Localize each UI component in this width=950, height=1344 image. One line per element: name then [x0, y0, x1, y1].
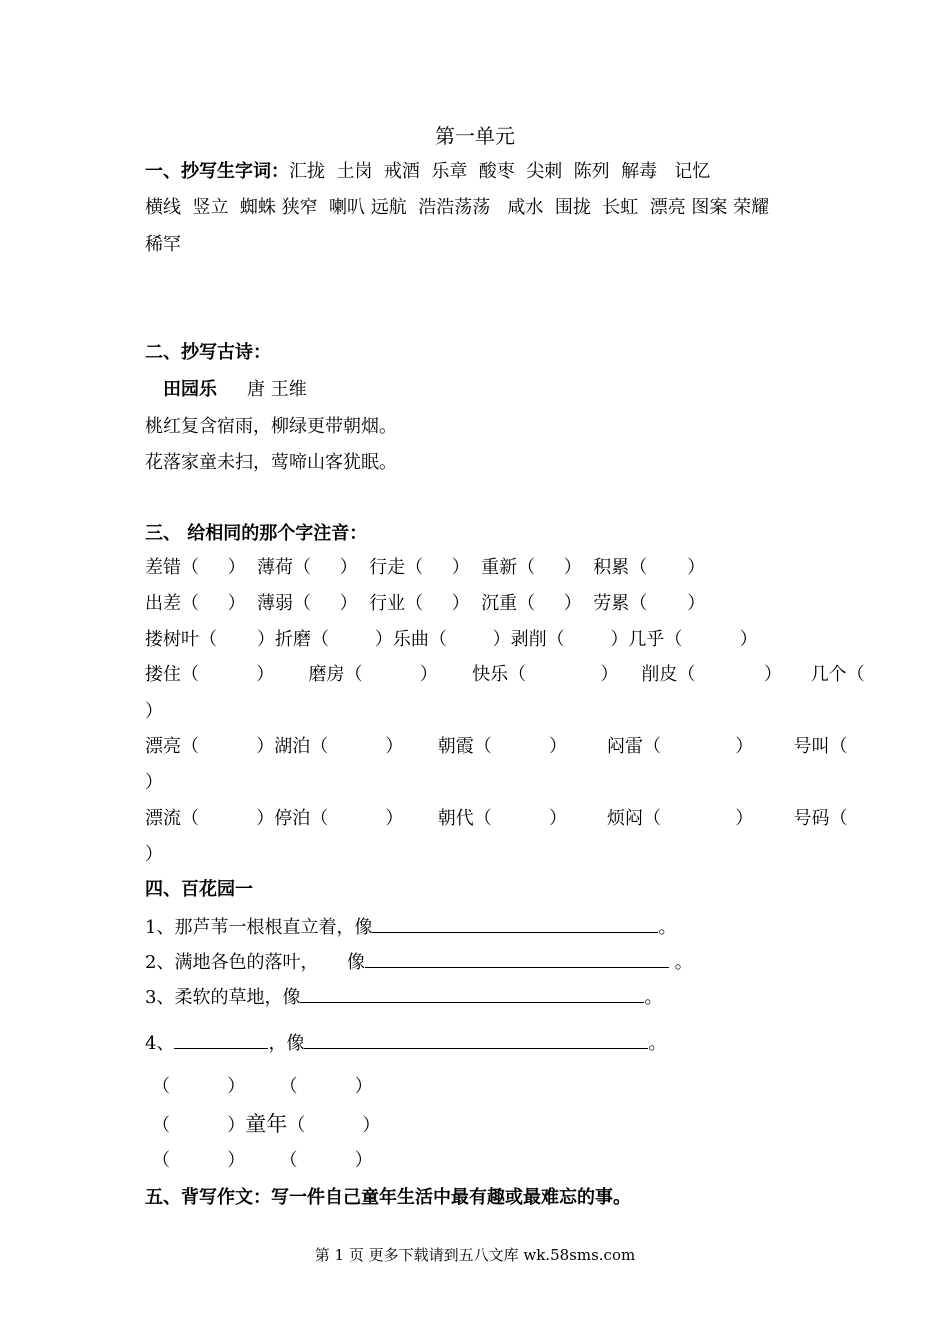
poem-title-line [163, 381, 307, 399]
page-footer: 第 1 页 更多下载请到五八文库 wk.58sms.com [314, 1246, 636, 1264]
section3-heading: 三、 给相同的那个字注音： [145, 523, 368, 544]
pinyin-row-6-wrap: ） [145, 844, 163, 865]
section1-heading: 一、抄写生字词： [145, 161, 289, 182]
section1-words-1: 汇拢 土岗 戒酒 乐章 酸枣 尖刺 陈列 解毒 记忆 [289, 161, 711, 182]
childhood-paren-row-3: （ ） （ ） [152, 1150, 373, 1171]
childhood-center-word: 童年 [245, 1112, 288, 1136]
poem-author: 唐 王维 [247, 379, 307, 400]
section5-heading: 五、背写作文：写一件自己童年生活中最有趣或最难忘的事。 [145, 1187, 631, 1208]
simile-item-2-end: 。 [669, 952, 693, 973]
blank-line[interactable] [174, 1032, 268, 1049]
poem-line-2: 花落家童未扫，莺啼山客犹眠。 [145, 452, 397, 473]
poem-title: 田园乐 [163, 379, 217, 400]
simile-item-4-mid: ，像 [268, 1033, 305, 1054]
simile-item-2 [145, 951, 693, 972]
section1-words-3: 稀罕 [145, 234, 181, 255]
pinyin-row-1: 差错（ ） 薄荷（ ） 行走（ ） 重新（ ） 积累（ ） [145, 557, 706, 578]
simile-item-1-text: 1、那芦苇一根根直立着，像 [145, 917, 373, 938]
pinyin-row-6: 漂流（ ）停泊（ ） 朝代（ ） 烦闷（ ） 号码（ [145, 808, 848, 829]
simile-item-4 [145, 1032, 666, 1053]
simile-item-4-end: 。 [648, 1033, 667, 1054]
simile-item-1 [145, 916, 676, 937]
blank-line[interactable] [372, 916, 658, 933]
section4-heading: 四、百花园一 [145, 879, 253, 900]
simile-item-1-end: 。 [658, 917, 677, 938]
simile-item-2-text: 2、满地各色的落叶， 像 [145, 952, 366, 973]
section2-heading: 二、抄写古诗： [145, 342, 271, 363]
simile-item-3-text: 3、柔软的草地，像 [145, 987, 301, 1008]
blank-line[interactable] [300, 986, 644, 1003]
childhood-paren-left: （ ） [152, 1115, 246, 1136]
section1-line1 [145, 163, 710, 181]
pinyin-row-3: 搂树叶（ ）折磨（ ）乐曲（ ）剥削（ ）几乎（ ） [145, 629, 758, 650]
pinyin-row-5: 漂亮（ ）湖泊（ ） 朝霞（ ） 闷雷（ ） 号叫（ [145, 736, 848, 757]
blank-line[interactable] [304, 1032, 648, 1049]
pinyin-row-5-wrap: ） [145, 772, 163, 793]
pinyin-row-4: 搂住（ ） 磨房（ ） 快乐（ ） 削皮（ ） 几个（ [145, 664, 865, 685]
blank-line[interactable] [365, 951, 669, 968]
simile-item-4-prefix: 4、 [145, 1033, 175, 1054]
pinyin-row-4-wrap: ） [145, 701, 163, 722]
simile-item-3 [145, 986, 662, 1007]
simile-item-3-end: 。 [644, 987, 663, 1008]
pinyin-row-2: 出差（ ） 薄弱（ ） 行业（ ） 沉重（ ） 劳累（ ） [145, 593, 706, 614]
section1-words-2: 横线 竖立 蜘蛛 狭窄 喇叭 远航 浩浩荡荡 咸水 围拢 长虹 漂亮 图案 荣耀 [145, 197, 770, 218]
page-title: 第一单元 [435, 124, 515, 148]
childhood-paren-right: （ ） [287, 1115, 381, 1136]
childhood-paren-row-1: （ ） （ ） [152, 1076, 373, 1097]
poem-line-1: 桃红复含宿雨，柳绿更带朝烟。 [145, 416, 397, 437]
childhood-paren-row-2 [152, 1114, 380, 1135]
